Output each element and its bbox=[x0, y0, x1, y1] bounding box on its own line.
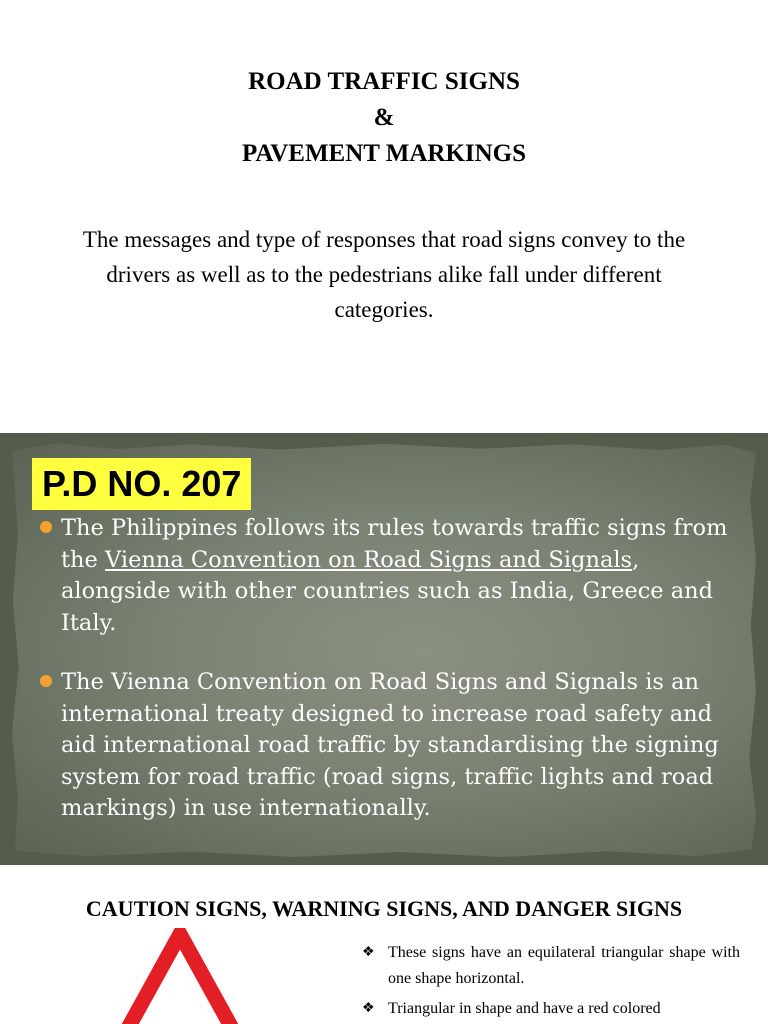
intro-paragraph: The messages and type of responses that road signs convey to the drivers as well as to the pedestrians alike fall under different categories. bbox=[82, 227, 686, 322]
title-line-2: & bbox=[373, 104, 395, 131]
title-line-1: ROAD TRAFFIC SIGNS bbox=[248, 68, 520, 95]
bullet-dot-icon bbox=[40, 521, 52, 533]
diamond-bullet-icon: ❖ bbox=[362, 1001, 375, 1016]
diamond-bullet-icon: ❖ bbox=[362, 945, 375, 960]
warning-triangle-icon bbox=[100, 928, 260, 1024]
bullet-item-2 bbox=[40, 667, 740, 825]
bullet-item-1 bbox=[40, 513, 740, 639]
caution-point-text: These signs have an equilateral triangular shape with one shape horizontal. bbox=[388, 944, 740, 987]
bullet-2-text: The Vienna Convention on Road Signs and Signals is an international treaty designed to increase road safety and aid international road traffic by standardising the signing system for road traffic (road signs, traffic lights and road markings) in use internationally. bbox=[61, 669, 719, 821]
pd-label: P.D NO. 207 bbox=[32, 458, 251, 510]
vienna-convention-link[interactable]: Vienna Convention on Road Signs and Signals bbox=[105, 546, 633, 573]
caution-point-list bbox=[360, 940, 740, 1024]
bullet-1-text-end: , alongside with other countries such as India, Greece and Italy. bbox=[61, 546, 714, 636]
caution-heading: CAUTION SIGNS, WARNING SIGNS, AND DANGER SIGNS bbox=[85, 896, 683, 921]
slide-pd-207 bbox=[0, 433, 768, 865]
bullet-1-text-start: The Philippines follows its rules towards traffic signs from the bbox=[61, 515, 728, 573]
slide-title-heading bbox=[0, 64, 768, 172]
slide-caution-signs bbox=[0, 866, 768, 1024]
caution-point bbox=[360, 996, 740, 1022]
caution-point-text: Triangular in shape and have a red colored bbox=[388, 1000, 661, 1017]
bullet-dot-icon bbox=[40, 675, 52, 687]
caution-point bbox=[360, 940, 740, 992]
bullet-list bbox=[40, 513, 740, 825]
slide-title bbox=[0, 0, 768, 432]
title-line-3: PAVEMENT MARKINGS bbox=[241, 140, 527, 167]
